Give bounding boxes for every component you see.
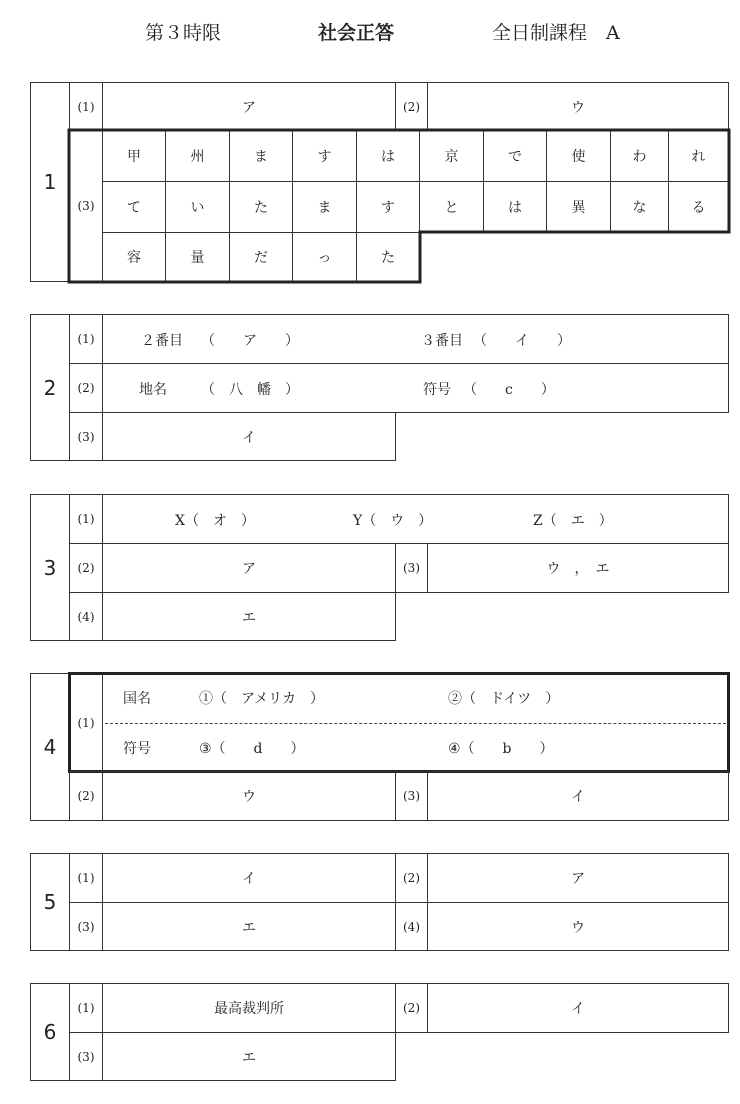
answer-cell: ア [427,853,729,903]
answer-cell: ウ [427,902,729,951]
char-cell: わ [610,130,669,182]
x-answer: X（ オ ） [175,513,255,529]
char-cell: ま [229,130,293,182]
char-cell: 量 [165,232,230,282]
symbol-4: ④（ b ） [448,741,554,757]
country-label: 国名 [123,691,151,707]
question-number: 5 [30,853,70,951]
char-cell: す [292,130,357,182]
answer-cell: ア [102,82,396,131]
part-label: (1) [69,673,103,772]
symbol-answer: （ c ） [463,382,555,398]
part-label: (4) [69,592,103,641]
answer-cell: エ [102,592,396,641]
part-label: (3) [69,412,103,461]
char-cell: は [483,181,547,233]
answer-cell [102,363,729,413]
char-cell: る [668,181,729,233]
course-title: 全日制課程 A [492,22,620,44]
char-cell: 容 [102,232,166,282]
char-cell: な [610,181,669,233]
char-cell: っ [292,232,357,282]
answer-cell: エ [102,902,396,951]
second-label: ２番目 [141,333,183,349]
second-answer: （ ア ） [201,333,299,349]
answer-cell: 最高裁判所 [102,983,396,1033]
question-number: 6 [30,983,70,1081]
char-cell: す [356,181,420,233]
period-title: 第３時限 [145,22,222,44]
char-cell: 州 [165,130,230,182]
part-label: (1) [69,983,103,1033]
part-label: (3) [395,771,428,821]
symbol-3: ③（ d ） [199,741,305,757]
answer-cell [102,494,729,544]
answer-cell: エ [102,1032,396,1081]
answer-cell [102,314,729,364]
symbol-label: 符号 [123,741,151,757]
char-cell: で [483,130,547,182]
part-label: (3) [395,543,428,593]
answer-cell: イ [427,983,729,1033]
answer-cell [102,673,729,772]
third-answer: （ イ ） [473,333,571,349]
thick-outline [0,0,740,300]
country-1: ①（ アメリカ ） [199,691,325,707]
z-answer: Z（ エ ） [533,513,613,529]
question-number: 2 [30,314,70,461]
answer-cell: ア [102,543,396,593]
symbol-label: 符号 [423,382,451,398]
country-2: ②（ ドイツ ） [448,691,560,707]
subject-title: 社会正答 [318,22,395,44]
part-label: (2) [69,771,103,821]
answer-cell: ウ [427,82,729,131]
part-label: (4) [395,902,428,951]
char-cell: 京 [419,130,484,182]
char-cell: れ [668,130,729,182]
char-cell: ま [292,181,357,233]
char-cell: た [356,232,420,282]
dashed-divider [105,723,726,724]
part-label: (2) [69,363,103,413]
part-label: (2) [395,853,428,903]
part-label: (3) [69,902,103,951]
char-cell: と [419,181,484,233]
char-cell: 甲 [102,130,166,182]
part-label: (3) [69,1032,103,1081]
part-label: (1) [69,314,103,364]
part-label: (1) [69,494,103,544]
y-answer: Y（ ウ ） [353,513,433,529]
char-cell: だ [229,232,293,282]
answer-cell: ウ [102,771,396,821]
part-label: (1) [69,853,103,903]
answer-cell: イ [427,771,729,821]
answer-cell: イ [102,412,396,461]
char-cell: た [229,181,293,233]
question-number: 3 [30,494,70,641]
char-cell: は [356,130,420,182]
char-cell: 異 [546,181,611,233]
part-label: (1) [69,82,103,131]
part-label: (2) [69,543,103,593]
char-cell: て [102,181,166,233]
place-label: 地名 [139,382,167,398]
part-label: (2) [395,983,428,1033]
answer-cell: ウ ， エ [427,543,729,593]
char-cell: 使 [546,130,611,182]
question-number: 1 [30,82,70,282]
third-label: ３番目 [421,333,463,349]
answer-cell: イ [102,853,396,903]
part-label: (2) [395,82,428,131]
place-answer: （ 八 幡 ） [201,382,299,398]
question-number: 4 [30,673,70,821]
char-cell: い [165,181,230,233]
part-label: (3) [69,130,103,282]
